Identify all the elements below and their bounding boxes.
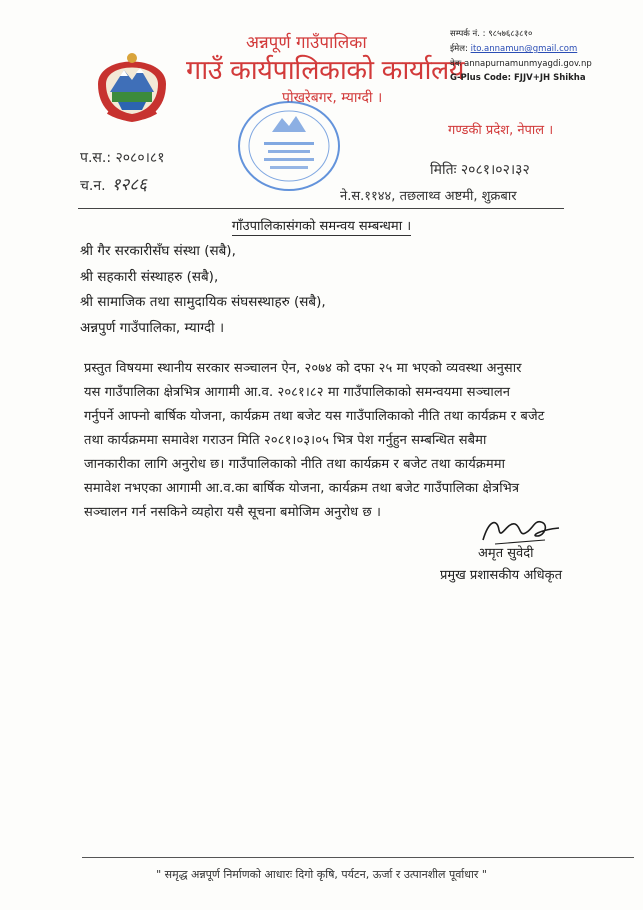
dispatch-number <box>80 172 147 195</box>
body-text-line: गर्नुपर्ने आफ्नो बार्षिक योजना, कार्यक्रम तथा बजेट यस गाउँपालिकाको नीति तथा कार्यक्रम र बजेट <box>84 409 545 424</box>
contact-phone: सम्पर्क नं. : ९८५७६८३८१० <box>450 29 533 39</box>
email-link[interactable]: ito.annamun@gmail.com <box>470 44 578 54</box>
dispatch-number-label: च.न. <box>80 178 106 194</box>
recipient-line: श्री गैर सरकारीसँघ संस्था (सबै), <box>80 243 236 259</box>
body-text-line: तथा कार्यक्रममा समावेश गराउन मिति २०८१।०३।०५ भित्र पेश गर्नुहुन सम्बन्धित सबैमा <box>84 433 487 448</box>
body-text-line: सञ्चालन गर्न नसकिने व्यहोरा यसै सूचना बमोजिम अनुरोध छ । <box>84 505 381 520</box>
subject-text: गाँउपालिकासंगको समन्वय सम्बन्धमा । <box>231 219 412 234</box>
province: गण्डकी प्रदेश, नेपाल । <box>448 123 554 138</box>
office-location: पोखरेबगर, म्याग्दी । <box>282 90 383 106</box>
footer-slogan: " समृद्ध अन्नपूर्ण निर्माणको आधारः दिगो कृषि, पर्यटन, ऊर्जा र उत्पानशील पूर्वाधार " <box>156 868 487 881</box>
signer-title: प्रमुख प्रशासकीय अधिकृत <box>440 568 563 583</box>
recipient-line: श्री सामाजिक तथा सामुदायिक संघसस्थाहरु (सबै), <box>80 294 326 310</box>
email-label: ईमेल: <box>450 44 468 54</box>
body-text-line: यस गाउँपालिका क्षेत्रभित्र आगामी आ.व. २०८१।८२ मा गाउँपालिकाको समन्वयमा सञ्चालन <box>84 385 511 400</box>
signer-name: अमृत सुवेदी <box>478 546 534 561</box>
nepal-sambat-date: ने.स.११४४, तछलाथ्व अष्टमी, शुक्रबार <box>340 189 517 204</box>
contact-website: वेबः annapurnamunmyagdi.gov.np <box>450 59 592 69</box>
office-stamp <box>234 98 344 194</box>
letter-ps-number: प.स.: २०८०।८१ <box>80 150 165 166</box>
letter-date: मितिः २०८१।०२।३२ <box>430 162 530 178</box>
body-text-line: समावेश नभएका आगामी आ.व.का बार्षिक योजना, कार्यक्रम तथा बजेट गाउँपालिका क्षेत्रभित्र <box>84 481 520 496</box>
contact-email <box>450 43 577 54</box>
header-divider <box>78 208 564 209</box>
contact-gplus-code: G-Plus Code: FJJV+JH Shikha <box>450 73 586 83</box>
organization-name: अन्नपूर्ण गाउँपालिका <box>246 33 367 53</box>
recipient-line: श्री सहकारी संस्थाहरु (सबै), <box>80 269 219 285</box>
nepal-emblem-logo <box>88 40 176 128</box>
footer-divider <box>82 857 634 858</box>
dispatch-number-value: १२८६ <box>111 175 147 195</box>
body-text-line: प्रस्तुत विषयमा स्थानीय सरकार सञ्चालन ऐन, २०७४ को दफा २५ मा भएको व्यवस्था अनुसार <box>84 361 522 376</box>
body-text-line: जानकारीका लागि अनुरोध छ। गाउँपालिकाको नीति तथा कार्यक्रम र बजेट तथा कार्यक्रममा <box>84 457 506 472</box>
recipient-line: अन्नपुर्ण गाउँपालिका, म्याग्दी । <box>80 320 225 336</box>
letter-subject <box>0 216 643 234</box>
office-title: गाउँ कार्यपालिकाको कार्यालय <box>186 55 464 86</box>
